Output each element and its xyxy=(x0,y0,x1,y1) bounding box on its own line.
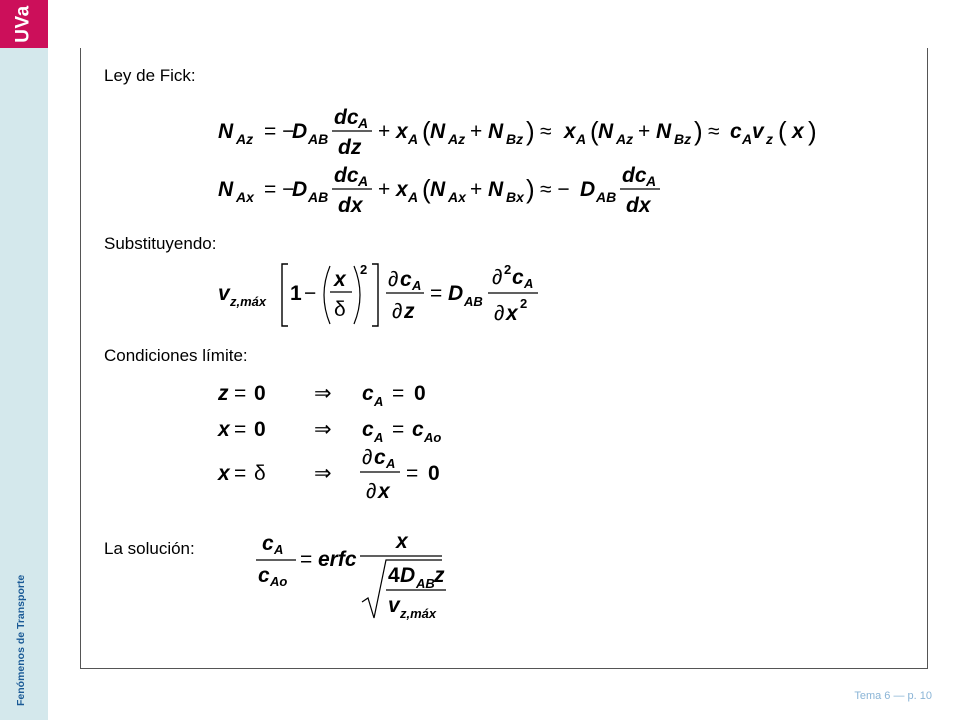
svg-text:=: = xyxy=(392,418,405,441)
svg-text:dx: dx xyxy=(338,194,363,217)
svg-text:N: N xyxy=(656,120,672,143)
svg-text:+: + xyxy=(378,178,391,201)
svg-text:N: N xyxy=(430,120,446,143)
svg-text:dc: dc xyxy=(334,164,359,187)
svg-text:N: N xyxy=(218,178,234,201)
svg-text:v: v xyxy=(218,282,230,305)
svg-text:z: z xyxy=(766,131,773,147)
svg-text:x: x xyxy=(564,120,576,143)
course-title-vertical: Fenómenos de Transporte xyxy=(15,574,27,706)
svg-text:=: = xyxy=(300,548,313,571)
svg-text:dc: dc xyxy=(622,164,647,187)
svg-text:= −: = − xyxy=(264,178,295,201)
equation-substituted xyxy=(216,258,546,332)
svg-text:0: 0 xyxy=(428,462,440,485)
svg-text:4: 4 xyxy=(388,564,400,587)
svg-text:=: = xyxy=(234,382,247,405)
svg-text:A: A xyxy=(576,131,587,147)
svg-text:dz: dz xyxy=(338,136,362,159)
svg-text:δ: δ xyxy=(334,298,346,321)
svg-text:A: A xyxy=(524,276,534,291)
svg-text:=: = xyxy=(392,382,405,405)
logo-text: UVa xyxy=(12,5,34,43)
svg-text:z: z xyxy=(434,564,445,587)
svg-text:x: x xyxy=(378,480,390,503)
svg-text:): ) xyxy=(526,116,535,146)
svg-text:x: x xyxy=(396,120,408,143)
svg-text:x: x xyxy=(218,418,230,441)
heading-solucion: La solución: xyxy=(104,539,195,558)
svg-text:∂: ∂ xyxy=(392,300,403,323)
svg-text:AB: AB xyxy=(308,189,329,205)
svg-text:x: x xyxy=(396,178,408,201)
svg-text:Bz: Bz xyxy=(674,131,692,147)
equation-flux-z xyxy=(216,100,836,160)
svg-text:Ao: Ao xyxy=(270,574,288,589)
svg-text:Az: Az xyxy=(448,131,466,147)
svg-text:+: + xyxy=(470,178,483,201)
sidebar xyxy=(0,0,48,720)
svg-text:c: c xyxy=(262,532,274,555)
svg-text:A: A xyxy=(408,189,419,205)
svg-text:0: 0 xyxy=(254,382,266,405)
svg-text:A: A xyxy=(374,430,384,445)
svg-text:): ) xyxy=(526,174,535,204)
svg-text:0: 0 xyxy=(414,382,426,405)
svg-text:dc: dc xyxy=(334,106,359,129)
svg-text:AB: AB xyxy=(596,189,617,205)
svg-text:∂: ∂ xyxy=(492,266,503,289)
svg-text:x: x xyxy=(792,120,804,143)
svg-text:Az: Az xyxy=(236,131,254,147)
svg-text:): ) xyxy=(808,116,817,146)
svg-text:=: = xyxy=(406,462,419,485)
svg-text:z,máx: z,máx xyxy=(400,606,437,621)
svg-text:v: v xyxy=(752,120,764,143)
svg-text:0: 0 xyxy=(254,418,266,441)
svg-text:=: = xyxy=(234,462,247,485)
svg-text:∂: ∂ xyxy=(366,480,377,503)
svg-text:⇒: ⇒ xyxy=(314,382,332,405)
svg-text:c: c xyxy=(400,268,412,291)
svg-text:= −: = − xyxy=(264,120,295,143)
uva-logo xyxy=(0,0,48,48)
svg-text:A: A xyxy=(358,115,369,131)
svg-text:Ao: Ao xyxy=(424,430,442,445)
svg-text:2: 2 xyxy=(360,262,368,277)
svg-text:+: + xyxy=(638,120,651,143)
svg-text:(: ( xyxy=(590,116,599,146)
svg-text:δ: δ xyxy=(254,462,266,485)
svg-text:x: x xyxy=(506,302,518,325)
svg-text:⇒: ⇒ xyxy=(314,462,332,485)
svg-text:c: c xyxy=(362,418,374,441)
svg-text:≈: ≈ xyxy=(540,120,552,143)
svg-text:D: D xyxy=(400,564,416,587)
equation-solution xyxy=(252,528,448,624)
svg-text:Ax: Ax xyxy=(236,189,254,205)
svg-text:Bz: Bz xyxy=(506,131,524,147)
svg-text:v: v xyxy=(388,594,400,617)
svg-text:Az: Az xyxy=(616,131,634,147)
svg-text:∂: ∂ xyxy=(494,302,505,325)
svg-text:z: z xyxy=(404,300,415,323)
svg-text:≈: ≈ xyxy=(708,120,720,143)
svg-text:⇒: ⇒ xyxy=(314,418,332,441)
heading-fick: Ley de Fick: xyxy=(104,66,196,85)
svg-text:2: 2 xyxy=(520,296,528,311)
svg-text:A: A xyxy=(412,278,422,293)
svg-text:D: D xyxy=(580,178,596,201)
svg-text:c: c xyxy=(412,418,424,441)
svg-text:+: + xyxy=(378,120,391,143)
svg-text:z,máx: z,máx xyxy=(230,294,267,309)
svg-text:z: z xyxy=(218,382,229,405)
svg-text:N: N xyxy=(218,120,234,143)
svg-text:(: ( xyxy=(422,174,431,204)
page-footer: Tema 6 — p. 10 xyxy=(854,690,932,702)
svg-text:c: c xyxy=(362,382,374,405)
svg-text:A: A xyxy=(408,131,419,147)
svg-text:): ) xyxy=(694,116,703,146)
svg-text:c: c xyxy=(730,120,742,143)
svg-text:AB: AB xyxy=(308,131,329,147)
svg-text:x: x xyxy=(334,268,346,291)
svg-text:A: A xyxy=(646,173,657,189)
svg-text:c: c xyxy=(258,564,270,587)
svg-text:=: = xyxy=(430,282,443,305)
svg-text:2: 2 xyxy=(504,262,512,277)
svg-text:D: D xyxy=(448,282,464,305)
svg-text:A: A xyxy=(374,394,384,409)
svg-text:(: ( xyxy=(422,116,431,146)
svg-text:D: D xyxy=(292,120,308,143)
svg-text:AB: AB xyxy=(464,294,483,309)
svg-text:Ax: Ax xyxy=(448,189,466,205)
svg-text:A: A xyxy=(274,542,284,557)
svg-text:A: A xyxy=(742,131,753,147)
heading-substituyendo: Substituyendo: xyxy=(104,234,217,253)
svg-text:+: + xyxy=(470,120,483,143)
svg-text:N: N xyxy=(488,178,504,201)
svg-text:AB: AB xyxy=(416,576,435,591)
svg-text:x: x xyxy=(396,530,408,553)
svg-text:≈ −: ≈ − xyxy=(540,178,570,201)
equation-flux-x xyxy=(216,158,676,220)
svg-text:A: A xyxy=(386,456,396,471)
svg-text:(: ( xyxy=(778,116,787,146)
svg-text:c: c xyxy=(374,446,386,469)
heading-condiciones: Condiciones límite: xyxy=(104,346,248,365)
svg-text:c: c xyxy=(512,266,524,289)
svg-text:N: N xyxy=(430,178,446,201)
svg-text:N: N xyxy=(598,120,614,143)
svg-text:erfc: erfc xyxy=(318,548,357,571)
svg-text:−: − xyxy=(304,282,317,305)
svg-text:x: x xyxy=(218,462,230,485)
svg-text:A: A xyxy=(358,173,369,189)
svg-text:∂: ∂ xyxy=(362,446,373,469)
svg-text:D: D xyxy=(292,178,308,201)
boundary-conditions xyxy=(216,376,456,510)
svg-text:∂: ∂ xyxy=(388,268,399,291)
svg-text:dx: dx xyxy=(626,194,651,217)
svg-text:N: N xyxy=(488,120,504,143)
svg-text:Bx: Bx xyxy=(506,189,524,205)
svg-text:1: 1 xyxy=(290,282,302,305)
svg-text:=: = xyxy=(234,418,247,441)
